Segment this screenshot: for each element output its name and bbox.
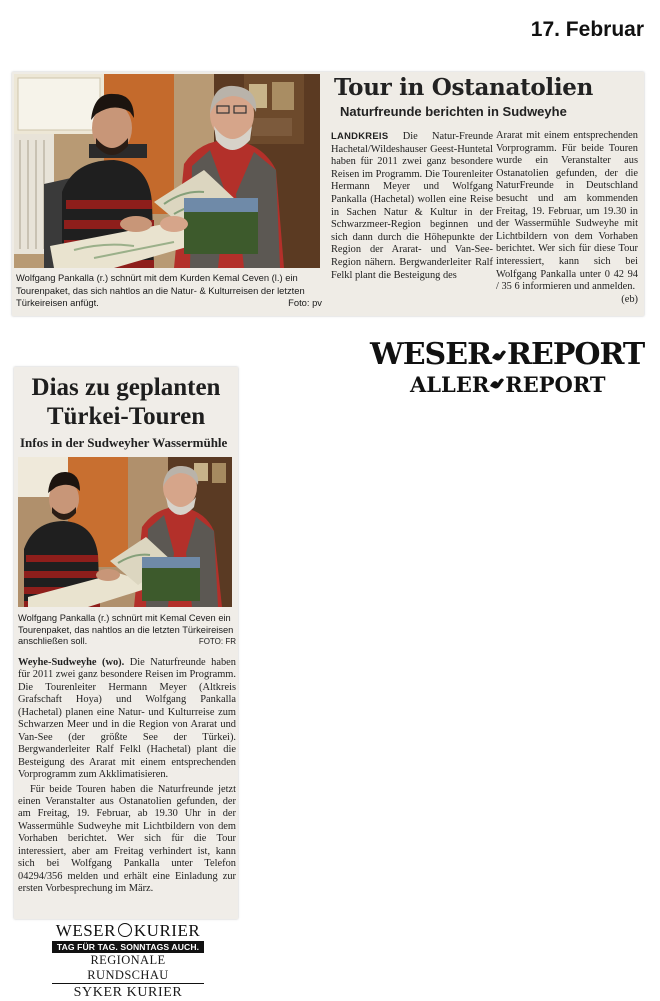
- headline-line-1: Dias zu geplanten: [31, 374, 221, 401]
- caption-text: Wolfgang Pankalla (r.) schnürt mit dem Kurden Kemal Ceven (l.) ein Tourenpaket, das sich nahtlos an die Natur- & Kulturreisen der letzten Türkeireisen anfügt.: [16, 272, 305, 309]
- article-body: [18, 657, 236, 896]
- photo-two-men-with-map: [14, 74, 320, 268]
- logo-word-weser: WESER: [370, 337, 492, 372]
- newspaper-clipping-weser-report: [12, 72, 644, 316]
- logo-regionale-rundschau: REGIONALE RUNDSCHAU: [52, 953, 204, 984]
- logo-syker-kurier: SYKER KURIER: [73, 985, 183, 1000]
- newspaper-clipping-weser-kurier: [14, 367, 238, 919]
- bird-icon: [491, 346, 507, 366]
- article-subheadline: Infos in der Sudweyher Wassermühle: [20, 435, 228, 450]
- logo-word-report-2: REPORT: [505, 372, 606, 397]
- caption-text: Wolfgang Pankalla (r.) schnürt mit Kemal Ceven ein Tourenpaket, das nahtlos an die letzten Türkeireisen anschließen soll.: [18, 613, 234, 647]
- logo-slogan: TAG FÜR TAG. SONNTAGS AUCH.: [52, 941, 204, 953]
- article-paragraph-2: Für beide Touren haben die Naturfreunde jetzt einen Veranstalter aus Ostanatolien gefunden, der am Freitag, 19. Februar, ab 19.30 Uhr in der Wassermühle Sudweyhe mit Lichtbildern von dem Vorhaben berichtet. Wer sich für die Tour interessiert, aber am Freitag verhindert ist, kann sich bei Wolfgang Pankalla unter Telefon 04294/356 melden und erhält eine Einladung zur ersten Vorbesprechung im März.: [18, 783, 236, 895]
- clipping-date: 17. Februar: [530, 18, 644, 41]
- article-headline: [14, 373, 238, 431]
- logo-word-weser: WESER: [55, 921, 116, 940]
- article-photo: [18, 457, 232, 607]
- article-column-1: [331, 130, 493, 282]
- weser-report-logo: [370, 337, 645, 404]
- article-headline: Tour in Ostanatolien: [334, 74, 594, 101]
- weser-kurier-logo: [52, 921, 204, 1001]
- article-photo: [14, 74, 320, 268]
- photo-credit: Foto: pv: [288, 297, 322, 309]
- photo-caption: [18, 613, 236, 648]
- logo-word-report: REPORT: [507, 337, 645, 372]
- author-signature: (eb): [621, 293, 638, 305]
- paragraph-1-text: Die Naturfreunde haben für 2011 zwei ganz besondere Reisen im Programm. Die Tourenleiter Hermann Meyer (Altkreis Grafschaft Hoya) und Wolfgang Pankalla (Hachetal) planen eine Natur- und Kulturreise zum Schwarzen Meer und in die Region von Ararat und Van-See (der größte See der Türkei). Bergwanderleiter Ralf Felkl (Hachetal) plant die Besteigung des Ararat mit einem entsprechenden Vorprogramm zum Akklimatisieren.: [18, 657, 236, 781]
- photo-two-men-with-map: [18, 457, 232, 607]
- photo-credit: FOTO: FR: [198, 637, 236, 647]
- logo-word-aller: ALLER: [410, 372, 490, 397]
- photo-caption: [16, 272, 322, 310]
- article-dateline: LANDKREIS: [331, 130, 389, 141]
- article-column-2-text: Ararat mit einem entsprechenden Vorprogramm. Für beide Touren wurde ein Veranstalter aus Ostanatolien gefunden, der die NaturFreunde in Deutschland besucht und am kommenden Freitag, 19. Februar, um 19.30 in der Wassermühle Sudweyhe mit Lichtbildern von dem Vorhaben berichtet. Wer sich für diese Tour interessiert, kann sich bei Wolfgang Pankalla unter 0 42 94 / 35 6 informieren und anmelden.: [496, 130, 638, 293]
- globe-icon: [118, 923, 132, 937]
- logo-word-kurier: KURIER: [133, 921, 201, 940]
- bird-icon: [489, 374, 505, 394]
- article-column-2: [496, 130, 638, 306]
- article-dateline: Weyhe-Sudweyhe (wo).: [18, 657, 125, 668]
- headline-line-2: Türkei-Touren: [46, 403, 206, 430]
- article-subheadline: Naturfreunde berichten in Sudweyhe: [340, 104, 567, 119]
- article-column-1-text: Die Natur-Freunde Hachetal/Wildeshauser Geest-Huntetal haben für 2011 zwei ganz besondere Reisen im Programm. Die Tourenleiter Hermann Meyer und Wolfgang Pankalla (Hachetal) wollen eine Reise in Sachen Natur & Kultur in der Schwarzmeer-Region beginnen und sich dann durch die Höhepunkte der Region der Ararat- und Van-See-Region nähern. Bergwanderleiter Ralf Felkl plant die Besteigung des: [331, 131, 493, 281]
- article-paragraph-1: [18, 657, 236, 782]
